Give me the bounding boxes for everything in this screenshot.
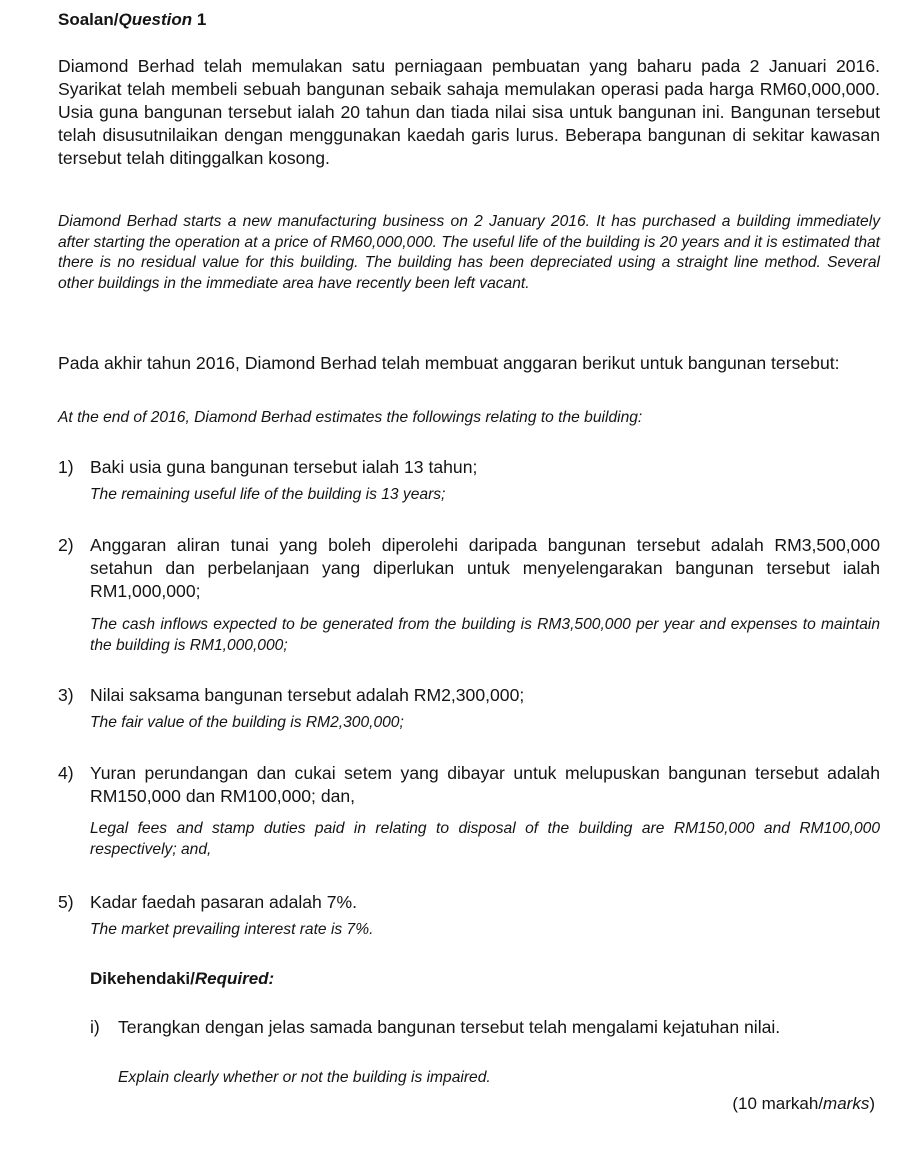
sub-question-number: i) bbox=[90, 1017, 100, 1037]
sub-question-malay: Terangkan dengan jelas samada bangunan tersebut telah mengalami kejatuhan nilai. bbox=[118, 1017, 781, 1037]
item-english: The fair value of the building is RM2,300,000; bbox=[90, 714, 404, 731]
item-number: 2) bbox=[58, 535, 74, 555]
item-malay: Kadar faedah pasaran adalah 7%. bbox=[90, 892, 358, 912]
estimates-intro-english: At the end of 2016, Diamond Berhad estimates the followings relating to the building: bbox=[58, 409, 643, 426]
heading-number: 1 bbox=[192, 10, 207, 29]
marks-allocation bbox=[732, 1094, 875, 1114]
sub-question-english: Explain clearly whether or not the building is impaired. bbox=[118, 1069, 491, 1086]
estimates-intro-malay: Pada akhir tahun 2016, Diamond Berhad telah membuat anggaran berikut untuk bangunan tersebut: bbox=[58, 353, 840, 373]
required-malay: Dikehendaki/ bbox=[90, 969, 195, 988]
marks-prefix: (10 markah/ bbox=[732, 1094, 824, 1113]
item-number: 3) bbox=[58, 685, 74, 705]
required-english: Required: bbox=[194, 969, 275, 988]
item-number: 5) bbox=[58, 892, 74, 912]
item-english: The market prevailing interest rate is 7%. bbox=[90, 921, 374, 938]
item-number: 1) bbox=[58, 457, 74, 477]
marks-english: marks bbox=[823, 1094, 870, 1113]
item-english: The cash inflows expected to be generated from the building is RM3,500,000 per year and expenses to maintain the building is RM1,000,000; bbox=[90, 616, 880, 654]
item-malay: Anggaran aliran tunai yang boleh diperolehi daripada bangunan tersebut adalah RM3,500,000 setahun dan perbelanjaan yang diperlukan untuk menyelengarakan bangunan tersebut ialah RM1,000,000; bbox=[90, 535, 880, 601]
heading-malay: Soalan/ bbox=[58, 10, 119, 29]
item-english: The remaining useful life of the building is 13 years; bbox=[90, 486, 446, 503]
intro-english: Diamond Berhad starts a new manufacturing business on 2 January 2016. It has purchased a building immediately after starting the operation at a price of RM60,000,000. The useful life of the building is 20 years and it is estimated that there is no residual value for this building. The building has been depreciated using a straight line method. Several other buildings in the immediate area have recently been left vacant. bbox=[58, 213, 880, 292]
heading-english: Question bbox=[118, 10, 193, 29]
question-heading bbox=[58, 10, 206, 30]
item-malay: Nilai saksama bangunan tersebut adalah RM2,300,000; bbox=[90, 685, 525, 705]
item-malay: Yuran perundangan dan cukai setem yang dibayar untuk melupuskan bangunan tersebut adalah RM150,000 dan RM100,000; dan, bbox=[90, 763, 880, 806]
required-heading bbox=[90, 969, 274, 989]
marks-suffix: ) bbox=[869, 1094, 875, 1113]
item-english: Legal fees and stamp duties paid in relating to disposal of the building are RM150,000 and RM100,000 respectively; and, bbox=[90, 820, 880, 858]
item-malay: Baki usia guna bangunan tersebut ialah 13 tahun; bbox=[90, 457, 478, 477]
intro-malay: Diamond Berhad telah memulakan satu perniagaan pembuatan yang baharu pada 2 Januari 2016. Syarikat telah membeli sebuah bangunan sebaik sahaja memulakan operasi pada harga RM60,000,000. Usia guna bangunan tersebut ialah 20 tahun dan tiada nilai sisa untuk bangunan ini. Bangunan tersebut telah disusutnilaikan dengan menggunakan kaedah garis lurus. Beberapa bangunan di sekitar kawasan tersebut telah ditinggalkan kosong. bbox=[58, 56, 880, 168]
item-number: 4) bbox=[58, 763, 74, 783]
